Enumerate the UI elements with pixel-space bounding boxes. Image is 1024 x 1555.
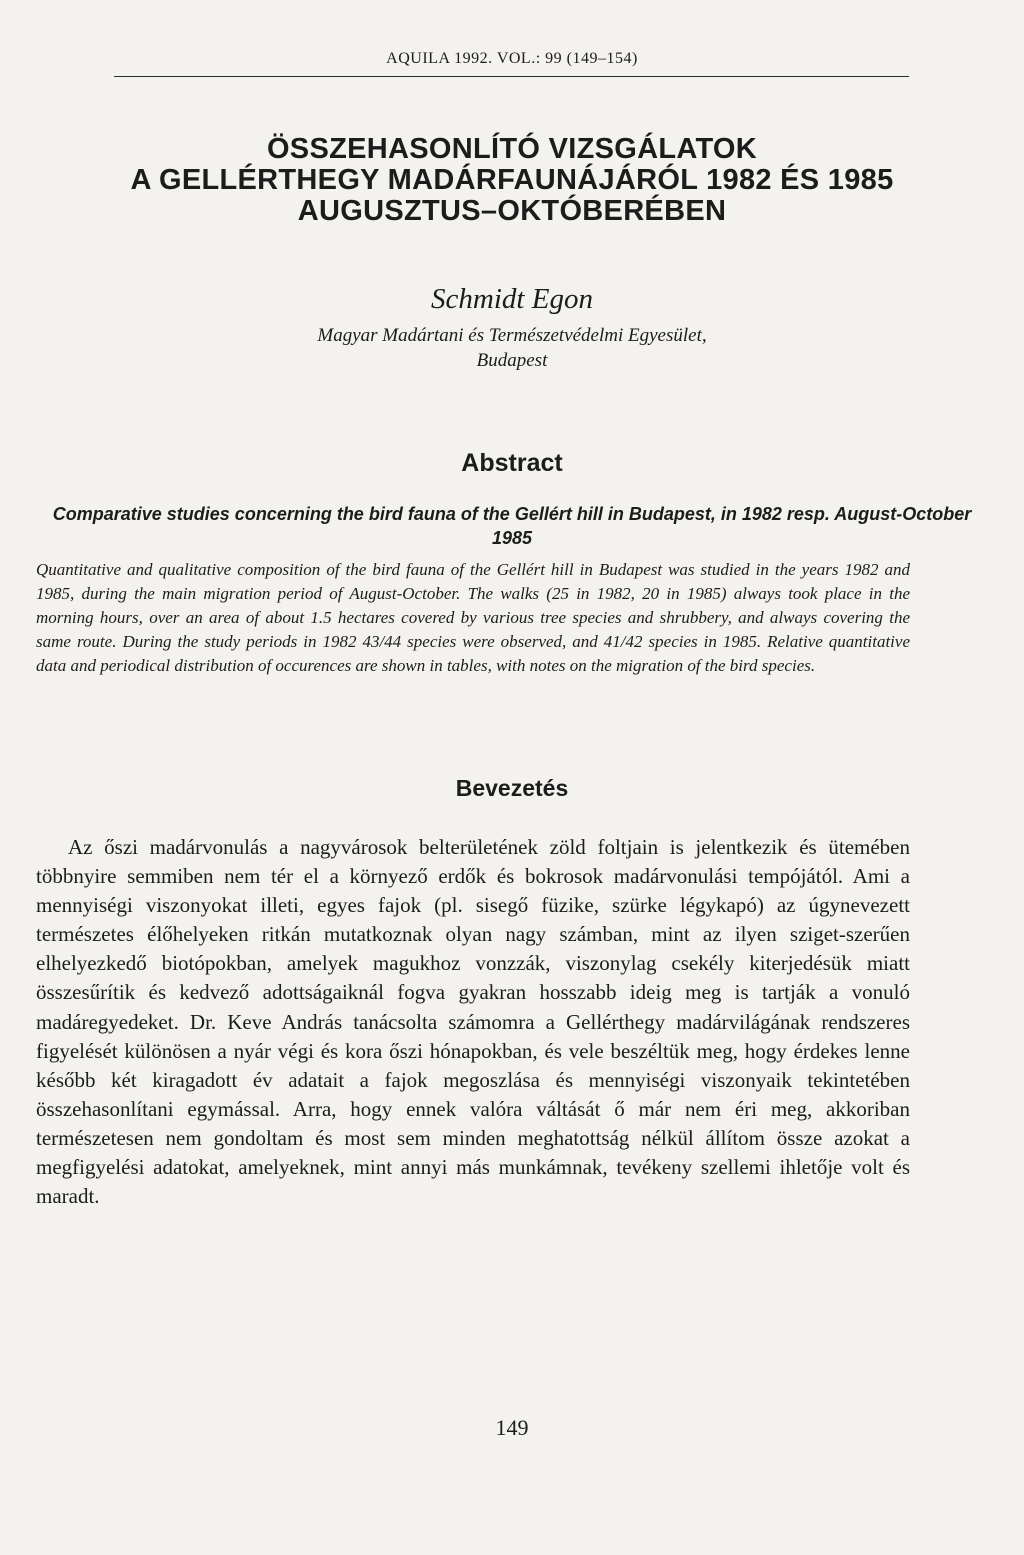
introduction-paragraph: Az őszi madárvonulás a nagyvárosok belterületének zöld foltjain is jelentkezik és ütemében többnyire semmiben nem tér el a környező erdők és bokrosok madárvonulási tempójától. Ami a mennyiségi viszonyokat illeti, egyes fajok (pl. sisegő füzike, szürke légykapó) az úgynevezett természetes élőhelyeken ritkán mutatkoznak olyan nagy számban, mint az ilyen sziget-szerűen elhelyezkedő biotópokban, amelyek magukhoz vonzzák, viszonylag csekély kiterjedésük miatt összesűrítik és kedvező adottságaiknál fogva gyakran hosszabb ideig meg is tartják a vonuló madáregyedeket. Dr. Keve András tanácsolta számomra a Gellérthegy madárvilágának rendszeres figyelését különösen a nyár végi és kora őszi hónapokban, és vele beszéltük meg, hogy érdekes lenne később két kiragadott év adatait a fajok megoszlása és mennyiségi viszonyaik tekintetében összehasonlítani egymással. Arra, hogy ennek valóra váltását ő már nem éri meg, akkoriban természetesen nem gondoltam és most sem minden meghatottság nélkül állítom össze azokat a megfigyelési adatokat, amelyeknek, mint annyi más munkámnak, tevékeny szellemi ihletője volt és maradt. xyxy=(36,835,910,1209)
title-line-2: A GELLÉRTHEGY MADÁRFAUNÁJÁRÓL 1982 ÉS 1985 xyxy=(130,164,894,196)
author-affiliation xyxy=(0,323,1024,373)
author-name: Schmidt Egon xyxy=(431,283,593,315)
header-rule xyxy=(114,76,909,77)
abstract-body: Quantitative and qualitative composition of the bird fauna of the Gellért hill in Budapest was studied in the years 1982 and 1985, during the main migration period of August-October. The walks (25 in 1982, 20 in 1985) always took place in the morning hours, over an area of about 1.5 hectares covered by various tree species and shrubbery, and always covering the same route. During the study periods in 1982 43/44 species were observed, and 41/42 species in 1985. Relative quantitative data and periodical distribution of occurences are shown in tables, with notes on the migration of the bird species. xyxy=(36,560,910,675)
affiliation-line-2: Budapest xyxy=(476,350,548,371)
page-number: 149 xyxy=(495,1415,529,1440)
running-head: AQUILA 1992. VOL.: 99 (149–154) xyxy=(386,50,638,67)
title-line-1: ÖSSZEHASONLÍTÓ VIZSGÁLATOK xyxy=(266,133,758,165)
title-line-3: AUGUSZTUS–OKTÓBERÉBEN xyxy=(297,195,727,227)
abstract-english-title: Comparative studies concerning the bird fauna of the Gellért hill in Budapest, in 1982 resp. August-October 1985 xyxy=(52,504,972,548)
section-heading-introduction: Bevezetés xyxy=(455,775,569,801)
abstract-heading: Abstract xyxy=(461,449,563,477)
article-title xyxy=(0,134,1024,227)
affiliation-line-1: Magyar Madártani és Természetvédelmi Egyesület, xyxy=(317,325,707,346)
